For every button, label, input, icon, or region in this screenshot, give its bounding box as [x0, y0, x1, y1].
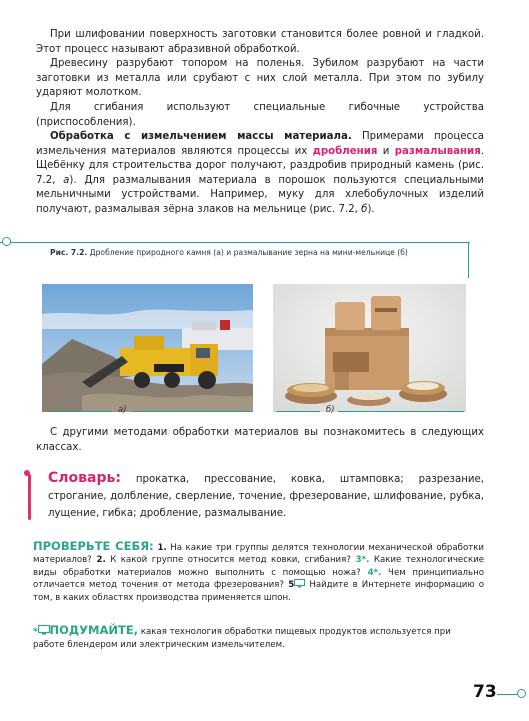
figure-label: Рис. 7.2. [50, 248, 88, 257]
paragraph-text: ). Для размалывания материала в порошок пользуются специальными мельничными устройствами. Например, муку для хлебобулочных изделий получают, размалывая зёрна злаков на мельнице (рис. 7.2, [36, 174, 485, 215]
think-asterisk: * [33, 627, 38, 637]
figure-ref-b: б [361, 203, 368, 215]
question-text: На какие три группы делятся технологии механической обработки материалов? [33, 543, 484, 566]
question-text: К какой группе относится метод ковки, сгибания? [105, 555, 351, 566]
paragraph-text: . Щебёнку для строительства дорог получают, раздробив природный камень (рис. 7.2, [36, 145, 484, 186]
dictionary-terms: прокатка, прессование, ковка, штамповка; разрезание, строгание, долбление, сверление, точение, фрезерование, шлифование, рубка, лущение, гибка; дробление, размалывание. [48, 474, 484, 519]
check-yourself-block [33, 540, 484, 604]
question-number: 1. [153, 543, 167, 553]
question-number: 2. [91, 555, 106, 566]
paragraph-bending [36, 101, 484, 130]
term-crushing: дробления [312, 145, 378, 157]
computer-icon [294, 579, 305, 592]
paragraph-grinding [36, 28, 484, 57]
paragraph-chopping [36, 57, 484, 101]
think-text: какая технология обработки пищевых продуктов используется при работе блендером или электрическим измельчителем. [33, 627, 451, 651]
question-text: Найдите в Интернете информацию о том, в каких областях производства применяется шпон. [33, 579, 484, 604]
question-number: 5 [283, 579, 295, 590]
paragraph-text: Для сгибания используют специальные гибочные устройства (приспособления). [36, 102, 484, 128]
photo-mini-mill [273, 284, 466, 412]
caption-rule [0, 242, 470, 243]
paragraph-text: Древесину разрубают топором на поленья. Зубилом разрубают на части заготовки из металла или срубают с них слой металла. При этом по зубилу ударяют молотком. [36, 58, 484, 98]
figure-ref-a: а [63, 174, 70, 186]
page-number-circle [517, 689, 526, 698]
subfigure-label-a: а) [118, 405, 127, 415]
check-yourself-heading: ПРОВЕРЬТЕ СЕБЯ: [33, 539, 154, 553]
section-heading: Обработка с измельчением массы материала. [50, 131, 352, 142]
subfigure-label-b: б) [326, 405, 335, 415]
question-number: 3*. [350, 555, 370, 566]
figure-caption-text: Дробление природного камня (а) и размалывание зерна на мини-мельнице (б) [87, 248, 408, 257]
paragraph-text: и [377, 145, 395, 157]
term-grinding: размалывания [394, 145, 481, 157]
paragraph-crushing [36, 130, 484, 217]
think-block [33, 624, 484, 652]
paragraph-next-classes [36, 426, 484, 455]
paragraph-text: С другими методами обработки материалов вы познакомитесь в следующих классах. [36, 427, 484, 453]
think-heading: ПОДУМАЙТЕ, [49, 623, 139, 637]
photo-stone-crusher [42, 284, 253, 412]
subfigure-rule-b-left [276, 411, 320, 412]
page-number: 73 [473, 682, 497, 702]
question-text: Какие технологические виды обработки материалов можно выполнить с помощью ножа? [33, 555, 485, 578]
dictionary-heading: Словарь: [48, 470, 121, 486]
question-text: Чем принципиально отличается метод точения от метода фрезерования? [33, 567, 484, 590]
question-number: 4*. [360, 567, 382, 578]
subfigure-rule-a-left [50, 411, 112, 412]
computer-icon [38, 625, 50, 639]
dictionary-marker-bar [28, 474, 31, 520]
figure-caption [50, 247, 468, 258]
caption-rule-tick [468, 242, 469, 278]
dictionary-block [48, 470, 484, 522]
paragraph-text: ). [367, 203, 375, 215]
subfigure-rule-b-right [338, 411, 464, 412]
caption-rule-circle [2, 237, 11, 246]
paragraph-text: При шлифовании поверхность заготовки становится более ровной и гладкой. Этот процесс называют абразивной обработкой. [36, 29, 484, 55]
paragraph-text: Примерами процесса измельчения материалов являются процессы их [36, 131, 484, 157]
subfigure-rule-a-right [132, 411, 252, 412]
